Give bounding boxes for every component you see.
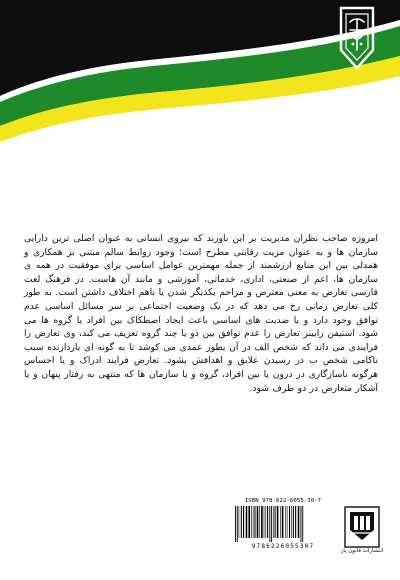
barcode-bar bbox=[241, 506, 242, 538]
barcode-bars bbox=[234, 506, 332, 542]
barcode-bar bbox=[302, 506, 303, 542]
publisher-books-icon bbox=[344, 506, 380, 552]
barcode-bar bbox=[280, 506, 281, 538]
barcode-digits: 9786226055307 bbox=[251, 543, 315, 550]
barcode-bar bbox=[285, 506, 286, 538]
barcode-bar bbox=[251, 506, 252, 538]
barcode-bar bbox=[235, 506, 236, 542]
barcode-bar bbox=[269, 506, 270, 542]
barcode-bar bbox=[275, 506, 276, 538]
back-cover-text: امروزه صاحب نظران مدیریت بر این باورند که نیروی انسانی به عنوان اصلی ترین دارایی سازمان ها و به عنوان مزیت رقابتی مطرح است؛ وجود روابط سالم مبتنی بر همکاری و همدلی بین این منابع ارزشمند از جمله مهمترین عوامل اساسی برای موفقیت در همه ی سازمان ها، اعم از صنعتی، اداری، خدماتی، آموزشی و مانند آن هاست. در فرهنگ لغت فارسی تعارض به معنی معترض و مزاحم یکدیگر شدن یا باهم اختلاف داشتن است. به طور کلی تعارض زمانی رخ می دهد که در یک وضعیت اجتماعی بر سر مسائل اساسی عدم توافق وجود دارد و یا ضدیت های اساسی باعث ایجاد اصطکاک بین افراد یا گروه ها می شود. استیفن رابینز تعارض را عدم توافق بین دو یا چند گروه تعریف می کند، وی تعارض را فرایندی می داند که شخص الف در آن بطور عمدی می کوشد تا به گونه ای بازدارنده سبب ناکامی شخص ب در رسیدن علایق و اهدافش بشود. تعارض فرایند ادراک و یا احساس هرگونه ناسازگاری در درون یا بین افراد، گروه و یا سازمان ها که منتهی به رفتار پنهان و یا آشکار متعارض در دو طرف شود. bbox=[24, 233, 378, 394]
barcode-bar bbox=[267, 506, 268, 538]
barcode-bar bbox=[248, 506, 250, 538]
barcode-bar bbox=[277, 506, 279, 538]
barcode-bar bbox=[266, 506, 267, 538]
barcode-bar bbox=[271, 506, 272, 542]
barcode-bar bbox=[257, 506, 259, 538]
barcode-bar bbox=[264, 506, 265, 538]
barcode-bar bbox=[243, 506, 244, 538]
barcode-bar bbox=[246, 506, 248, 538]
barcode-bar bbox=[261, 506, 263, 538]
barcode-bar bbox=[293, 506, 294, 538]
barcode-bar bbox=[259, 506, 260, 538]
barcode-bar bbox=[282, 506, 284, 538]
isbn-label: ISBN 978-622-6055-30-7 bbox=[244, 498, 322, 504]
barcode-bar bbox=[289, 506, 290, 538]
barcode-bar bbox=[298, 506, 300, 538]
barcode-bar bbox=[239, 506, 240, 538]
barcode-bar bbox=[301, 506, 302, 542]
barcode-bar bbox=[254, 506, 255, 538]
publisher-emblem-icon bbox=[338, 6, 376, 70]
barcode-bar bbox=[237, 506, 238, 542]
publisher-name: انتشارات قانون یار bbox=[340, 548, 384, 554]
barcode-bar bbox=[273, 506, 274, 538]
barcode-bar bbox=[287, 506, 288, 538]
barcode-bar bbox=[253, 506, 254, 538]
barcode-bar bbox=[295, 506, 296, 538]
barcode-bar bbox=[291, 506, 292, 538]
